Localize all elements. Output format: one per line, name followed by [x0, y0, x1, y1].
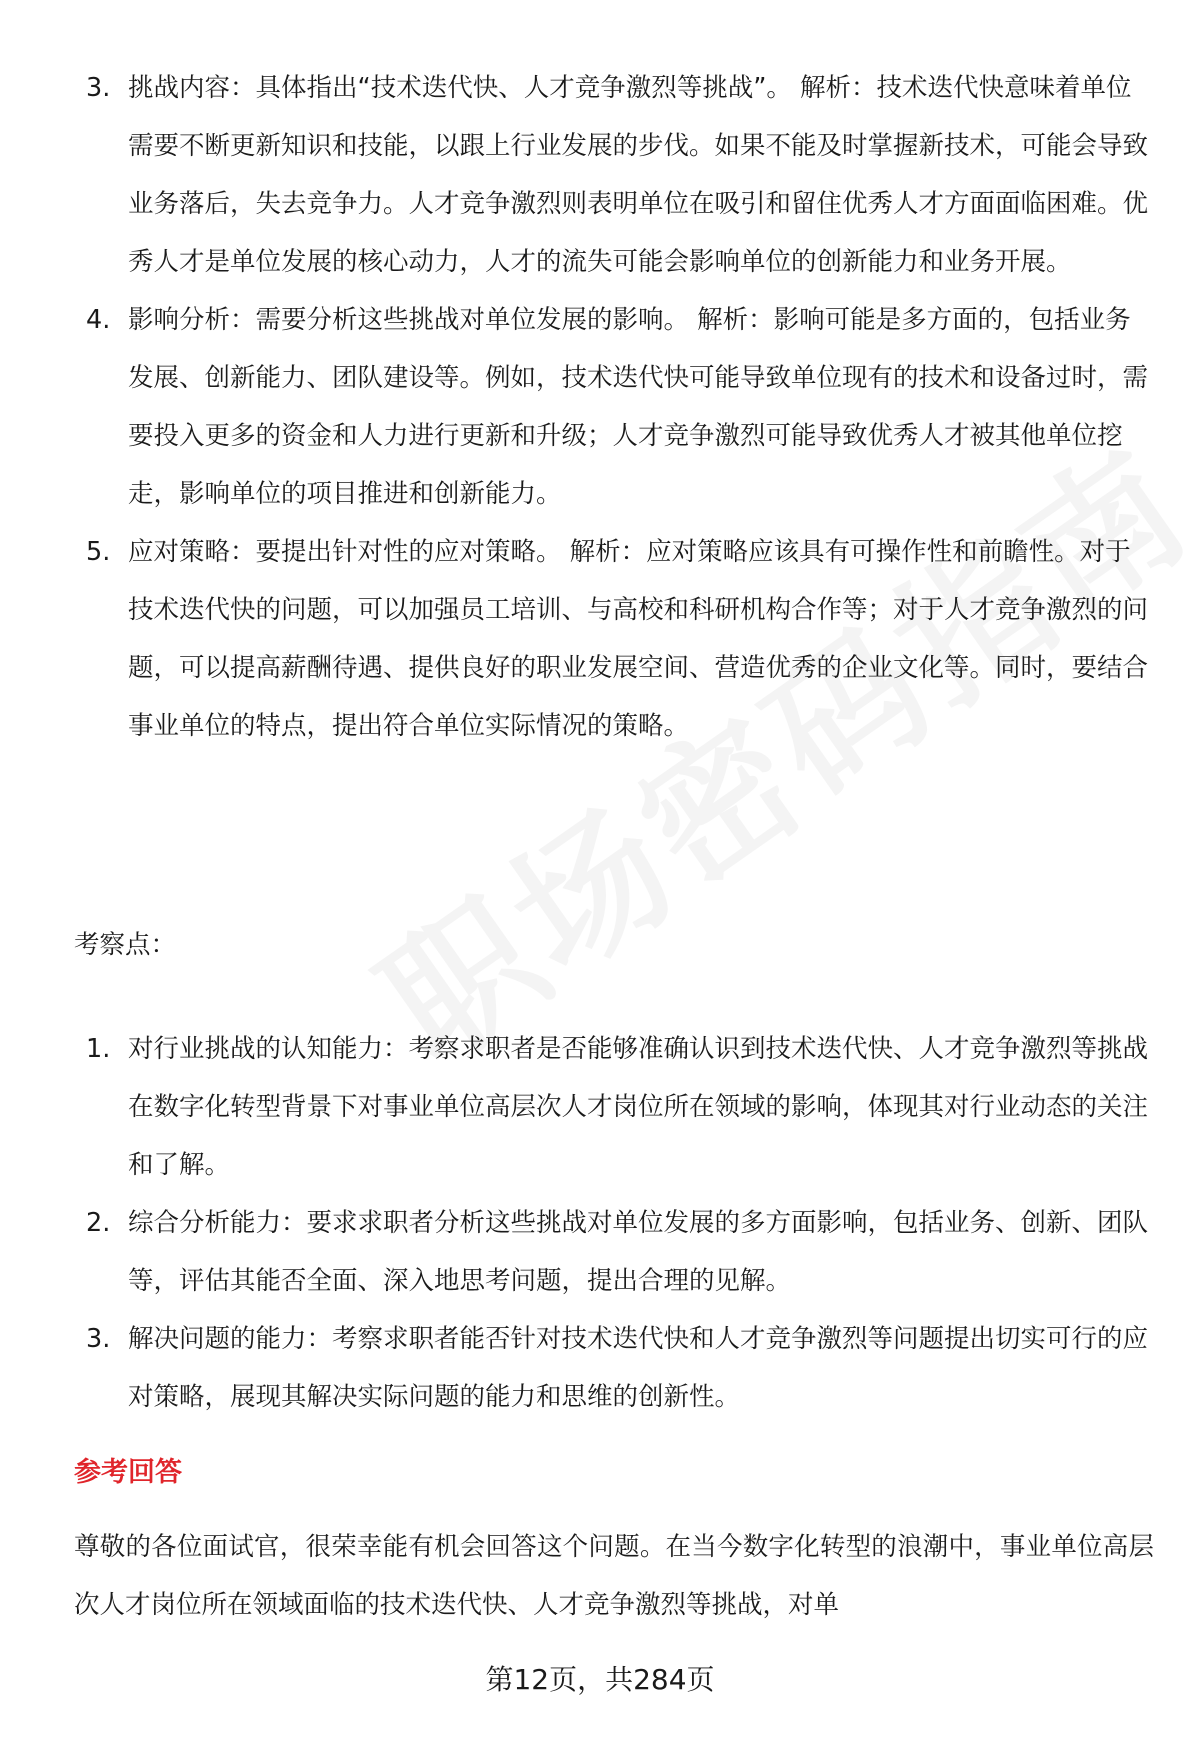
list-item-text: 对行业挑战的认知能力：考察求职者是否能够准确认识到技术迭代快、人才竞争激烈等挑战在数字化转型背景下对事业单位高层次人才岗位所在领域的影响，体现其对行业动态的关注和了解。	[128, 1034, 1149, 1180]
assessment-label: 考察点：	[74, 930, 177, 960]
list-item-number: 1.	[86, 1034, 111, 1064]
assessment-points-list	[0, 1020, 1200, 1426]
reference-answer-heading: 参考回答	[74, 1457, 182, 1488]
list-item-text: 挑战内容：具体指出“技术迭代快、人才竞争激烈等挑战”。 解析：技术迭代快意味着单位需要不断更新知识和技能，以跟上行业发展的步伐。如果不能及时掌握新技术，可能会导致业务落后，失去竞争力。人才竞争激烈则表明单位在吸引和留住优秀人才方面面临困难。优秀人才是单位发展的核心动力，人才的流失可能会影响单位的创新能力和业务开展。	[128, 73, 1149, 277]
list-item	[0, 523, 1200, 755]
list-item-number: 3.	[86, 1324, 111, 1354]
list-item	[0, 59, 1200, 291]
list-item-number: 5.	[86, 537, 111, 567]
page-number-footer: 第12页，共284页	[485, 1663, 715, 1696]
challenge-points-list	[0, 59, 1200, 755]
list-item-number: 3.	[86, 73, 111, 103]
list-item-text: 解决问题的能力：考察求职者能否针对技术迭代快和人才竞争激烈等问题提出切实可行的应对策略，展现其解决实际问题的能力和思维的创新性。	[128, 1324, 1149, 1412]
list-item-text: 影响分析：需要分析这些挑战对单位发展的影响。 解析：影响可能是多方面的，包括业务发展、创新能力、团队建设等。例如，技术迭代快可能导致单位现有的技术和设备过时，需要投入更多的资金和人力进行更新和升级；人才竞争激烈可能导致优秀人才被其他单位挖走，影响单位的项目推进和创新能力。	[128, 305, 1149, 509]
reference-answer-paragraph: 尊敬的各位面试官，很荣幸能有机会回答这个问题。在当今数字化转型的浪潮中，事业单位高层次人才岗位所在领域面临的技术迭代快、人才竞争激烈等挑战，对单	[74, 1532, 1154, 1620]
list-item	[0, 1194, 1200, 1310]
list-item-text: 综合分析能力：要求求职者分析这些挑战对单位发展的多方面影响，包括业务、创新、团队等，评估其能否全面、深入地思考问题，提出合理的见解。	[128, 1208, 1149, 1296]
list-item-number: 2.	[86, 1208, 111, 1238]
list-item-number: 4.	[86, 305, 111, 335]
list-item	[0, 1310, 1200, 1426]
list-item	[0, 1020, 1200, 1194]
list-item-text: 应对策略：要提出针对性的应对策略。 解析：应对策略应该具有可操作性和前瞻性。对于技术迭代快的问题，可以加强员工培训、与高校和科研机构合作等；对于人才竞争激烈的问题，可以提高薪酬待遇、提供良好的职业发展空间、营造优秀的企业文化等。同时，要结合事业单位的特点，提出符合单位实际情况的策略。	[128, 537, 1149, 741]
list-item	[0, 291, 1200, 523]
